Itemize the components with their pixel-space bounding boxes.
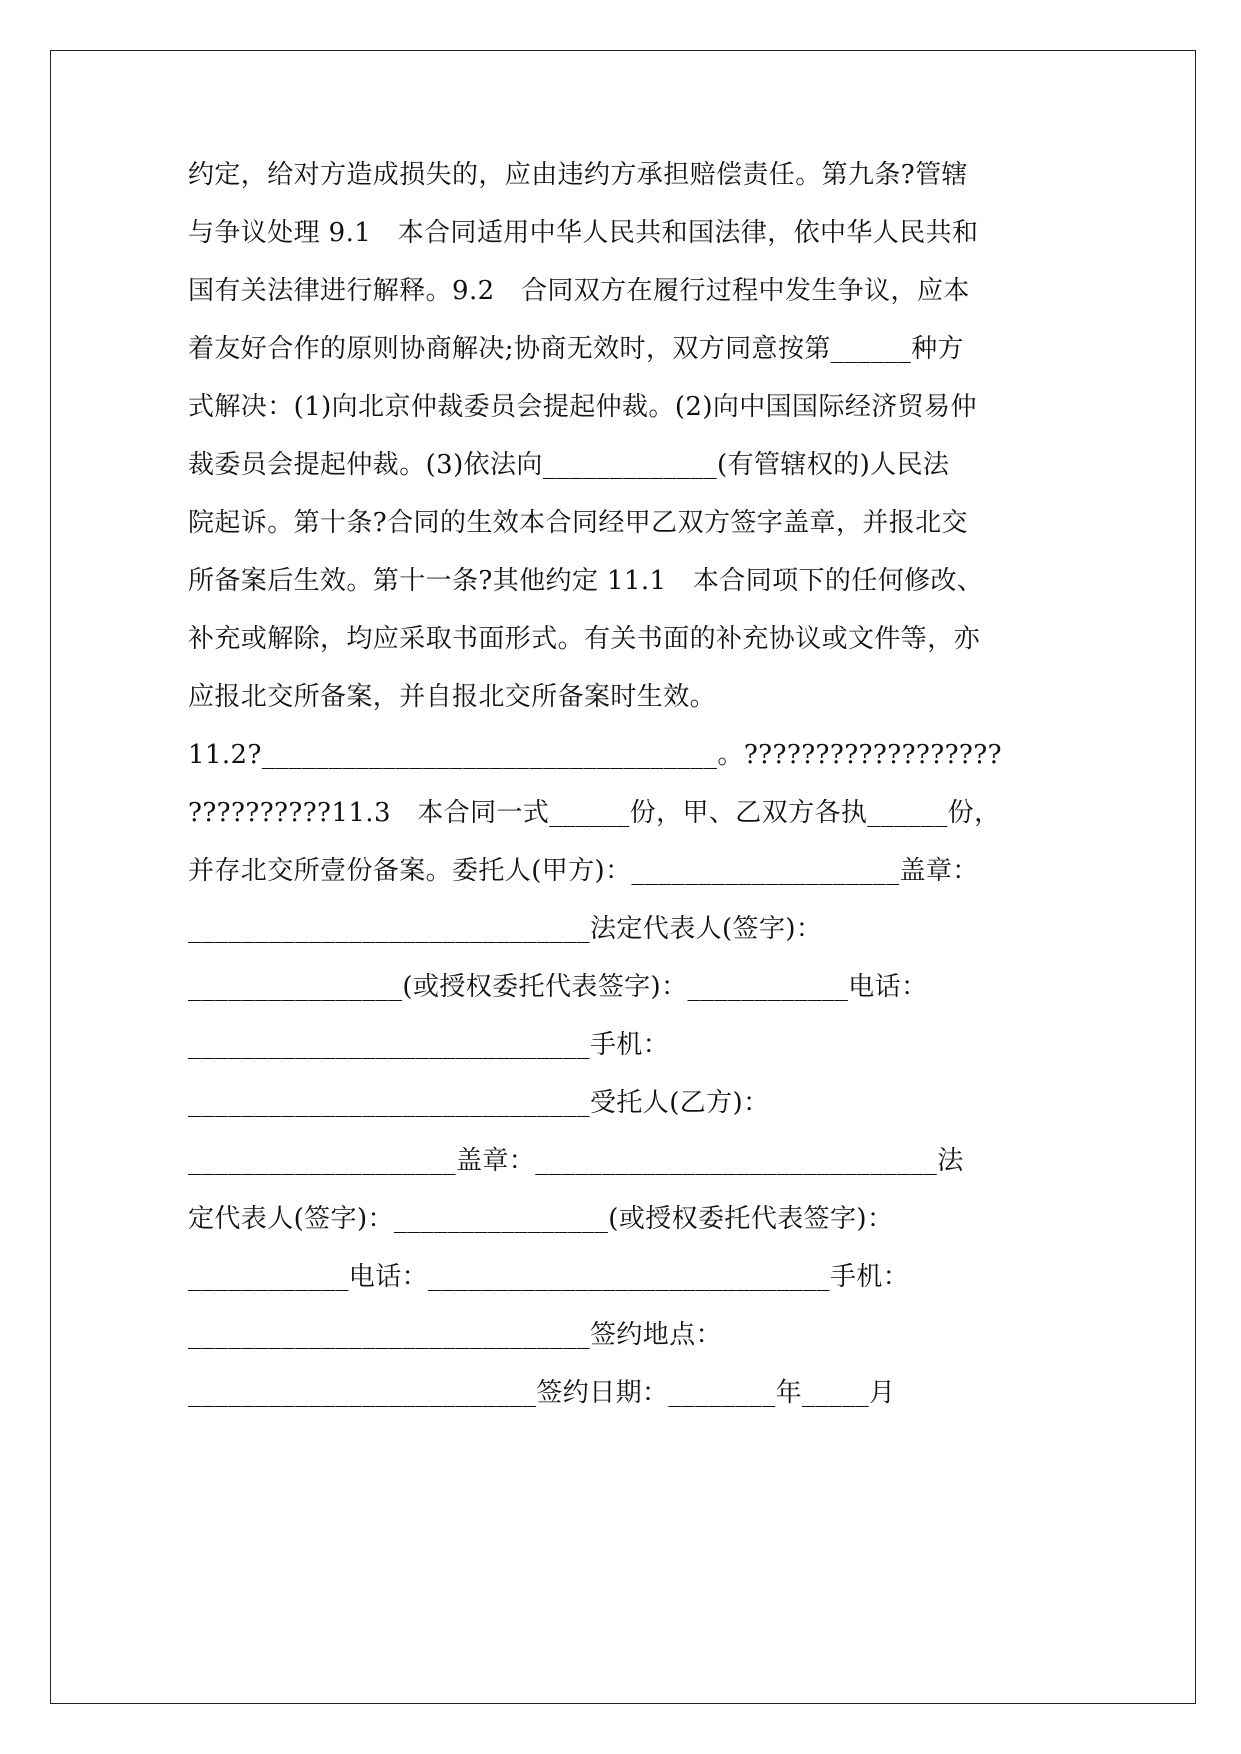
text-line: 约定，给对方造成损失的，应由违约方承担赔偿责任。第九条?管辖 xyxy=(188,160,968,190)
text-line: 定代表人(签字)：________________(或授权委托代表签字)： xyxy=(188,1204,894,1234)
text-line: 裁委员会提起仲裁。(3)依法向_____________(有管辖权的)人民法 xyxy=(188,450,950,480)
text-line: ____________电话：______________________________手机： xyxy=(188,1262,910,1292)
text-line: ??????????11.3 本合同一式______份，甲、乙双方各执______份， xyxy=(188,798,1001,828)
text-line: ______________________________法定代表人(签字)： xyxy=(188,914,823,944)
text-line: __________________________签约日期：________年_____月 xyxy=(188,1378,896,1408)
text-line: ______________________________手机： xyxy=(188,1030,670,1060)
text-line: 着友好合作的原则协商解决;协商无效时，双方同意按第______种方 xyxy=(188,334,964,364)
text-line: ______________________________签约地点： xyxy=(188,1320,722,1350)
text-line: ____________________盖章：______________________________法 xyxy=(188,1146,964,1176)
text-line: 11.2?__________________________________。?????????????????? xyxy=(188,740,1002,770)
text-line: 并存北交所壹份备案。委托人(甲方)：____________________盖章： xyxy=(188,856,979,886)
text-line: 式解决：(1)向北京仲裁委员会提起仲裁。(2)向中国国际经济贸易仲 xyxy=(188,392,977,422)
text-line: ______________________________受托人(乙方)： xyxy=(188,1088,770,1118)
text-line: 院起诉。第十条?合同的生效本合同经甲乙双方签字盖章，并报北交 xyxy=(188,508,968,538)
text-line: 补充或解除，均应采取书面形式。有关书面的补充协议或文件等，亦 xyxy=(188,624,981,654)
text-line: ________________(或授权委托代表签字)：____________电话： xyxy=(188,972,928,1002)
text-line: 与争议处理 9.1 本合同适用中华人民共和国法律，依中华人民共和 xyxy=(188,218,979,248)
text-line: 所备案后生效。第十一条?其他约定 11.1 本合同项下的任何修改、 xyxy=(188,566,984,596)
text-line: 应报北交所备案，并自报北交所备案时生效。 xyxy=(188,682,717,712)
text-line: 国有关法律进行解释。9.2 合同双方在履行过程中发生争议，应本 xyxy=(188,276,970,306)
